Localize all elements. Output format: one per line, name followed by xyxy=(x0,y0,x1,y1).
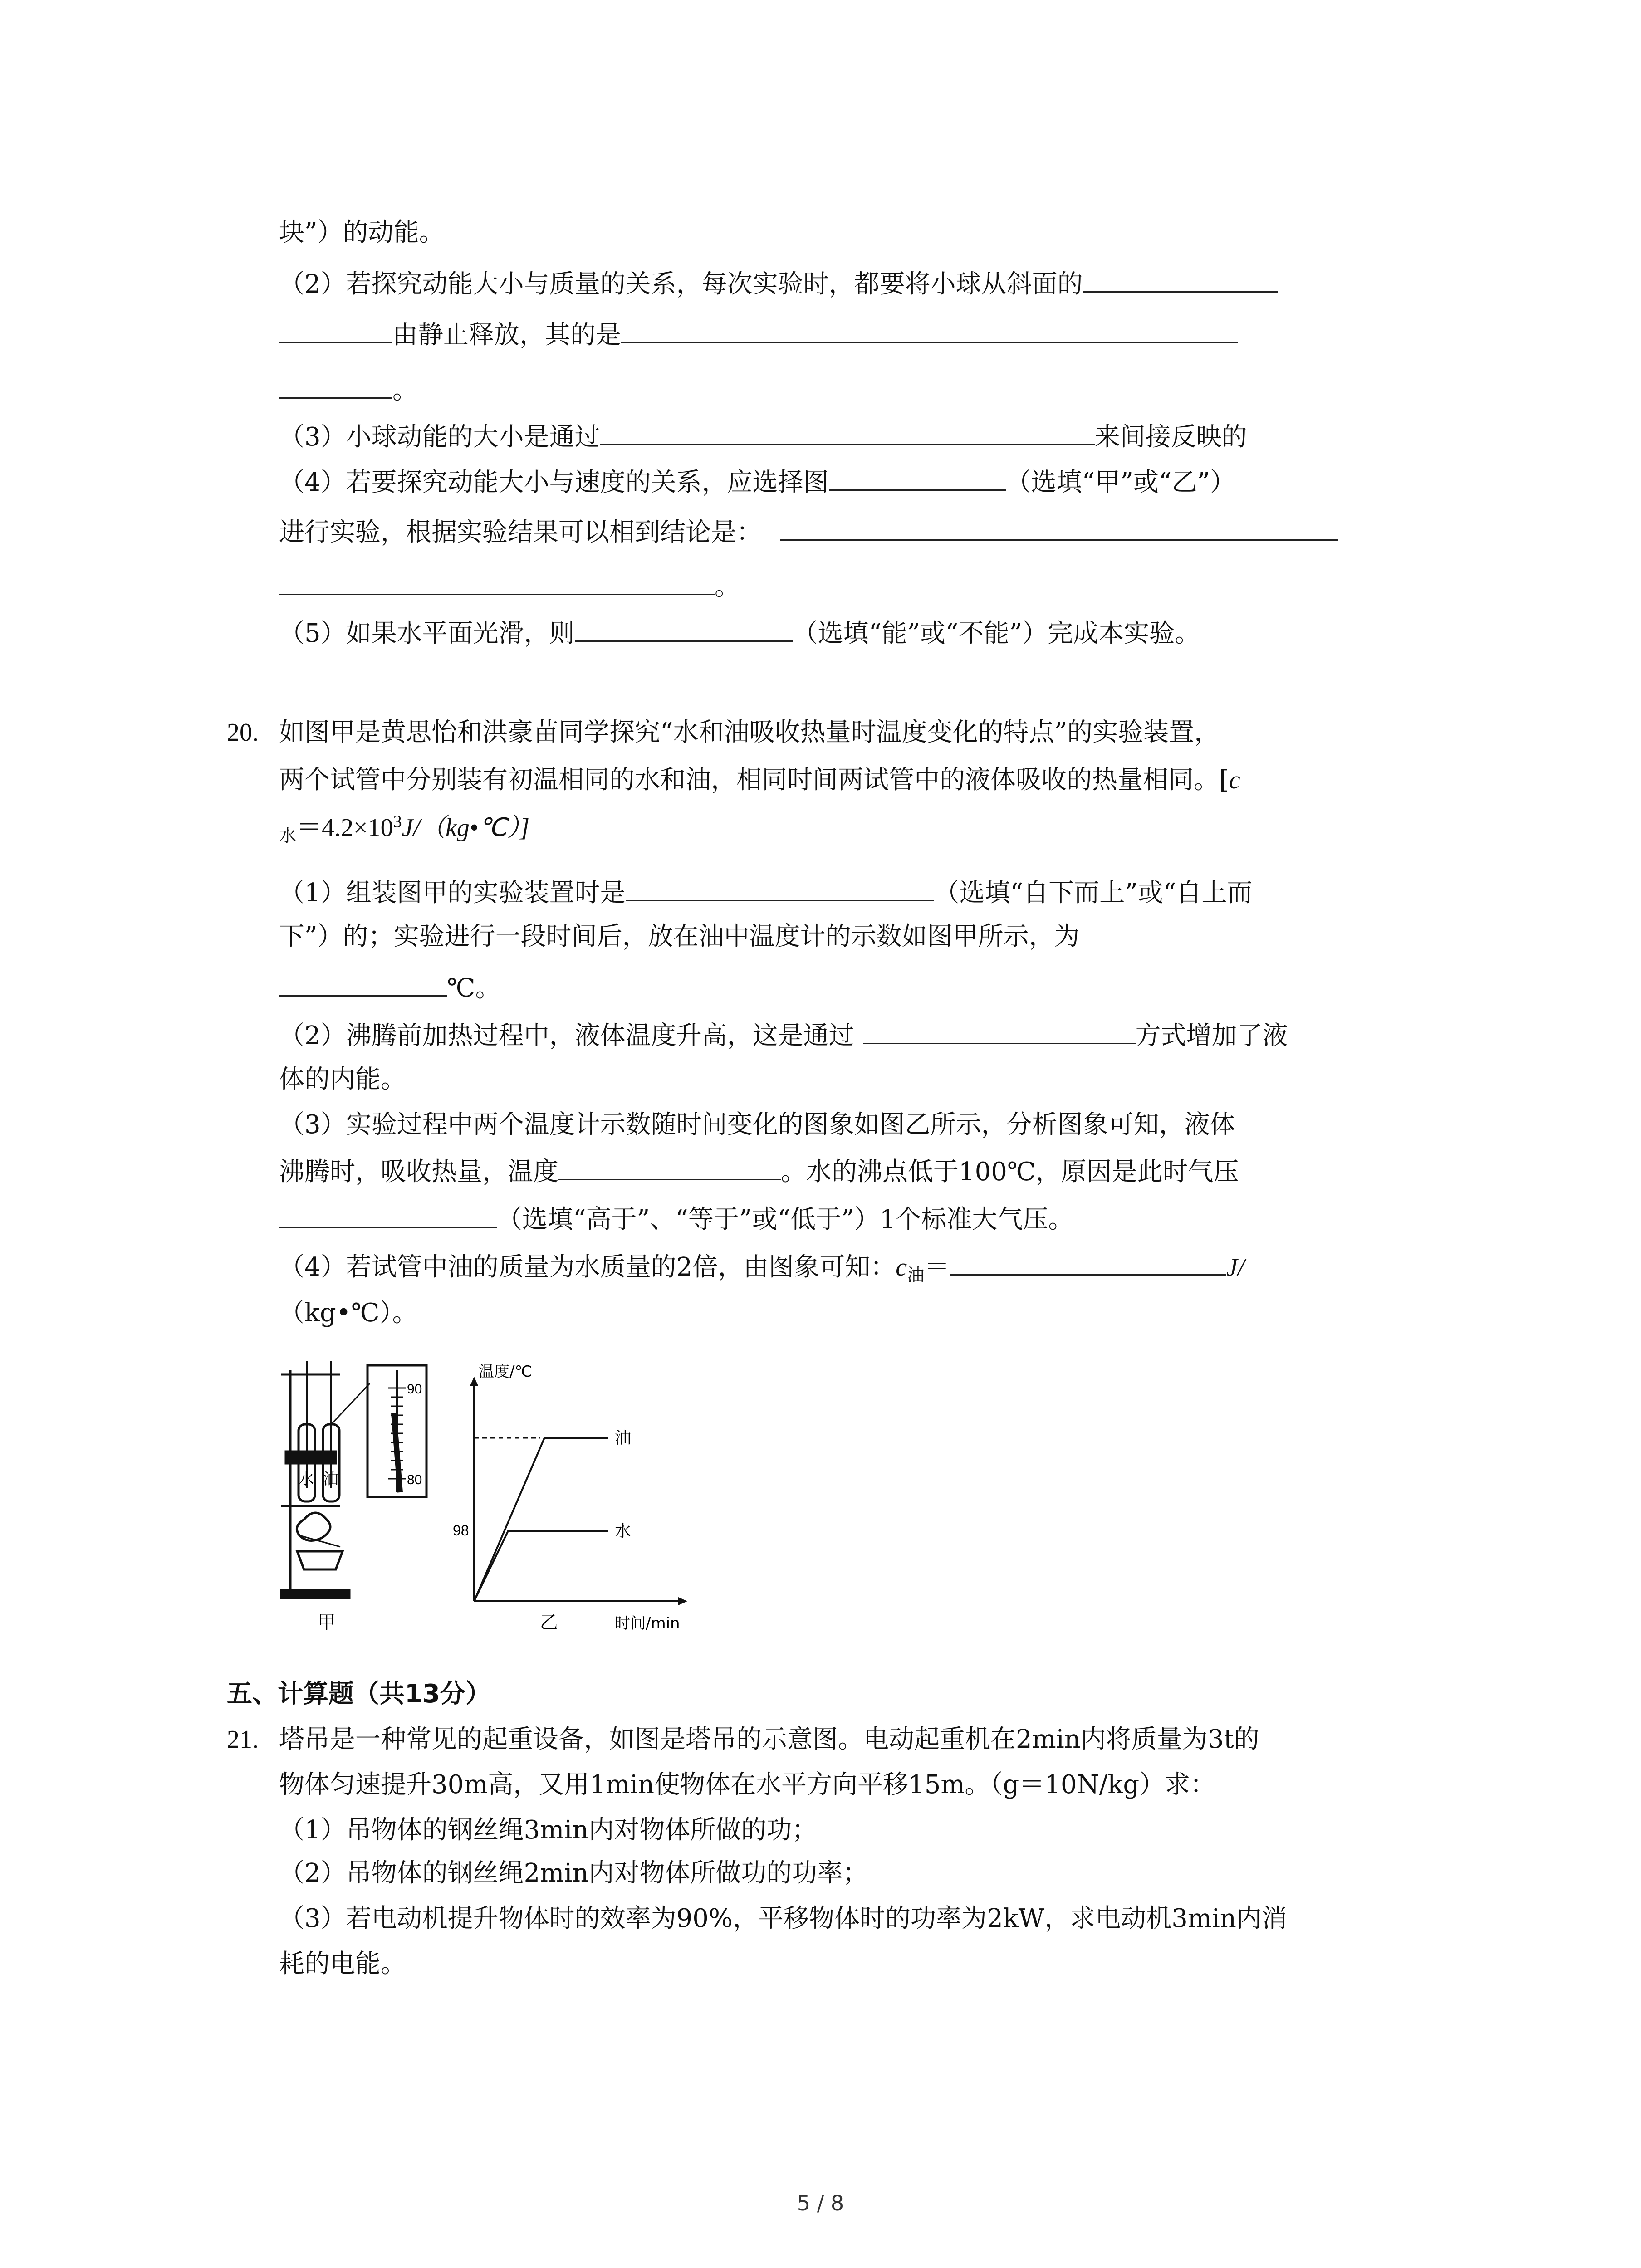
q20-water-subscript: 水 xyxy=(279,826,297,846)
q19-part4-line1 xyxy=(279,465,1235,499)
q20-figure xyxy=(272,1356,708,1637)
q20-part4-unit: J/ xyxy=(1226,1253,1245,1281)
q19-part5-text: （5）如果水平面光滑，则 xyxy=(279,619,575,648)
q20-part1-text: （1）组装图甲的实验装置时是 xyxy=(279,878,626,908)
q20-part3-line3 xyxy=(279,1202,1073,1236)
q19-part4-text-c: 进行实验，根据实验结果可以相到结论是： xyxy=(279,518,762,547)
q20-part4-eq: ＝ xyxy=(924,1252,950,1282)
q20-part1-blank-2[interactable] xyxy=(279,971,447,997)
q20-eq: ＝4.2×10 xyxy=(296,814,393,842)
q20-part3-blank-1[interactable] xyxy=(558,1154,781,1180)
q19-part4-line3 xyxy=(279,569,740,603)
q20-stem-text: 两个试管中分别装有初温相同的水和油，相同时间两试管中的液体吸收的热量相同。[ xyxy=(279,765,1229,795)
q19-part2-line2 xyxy=(279,318,1238,351)
q19-part4-line2 xyxy=(279,515,1338,548)
q19-part2-end: 。 xyxy=(392,376,418,405)
q20-part2-blank[interactable] xyxy=(863,1018,1136,1044)
q19-part3-text-b: 来间接反映的 xyxy=(1094,422,1247,452)
q20-part1-end: ℃。 xyxy=(447,973,501,1003)
water-line-label: 水 xyxy=(615,1522,632,1540)
q21-part3-line2: 耗的电能。 xyxy=(279,1949,406,1979)
q20-part1-text-b: （选填“自下而上”或“自上而 xyxy=(934,878,1253,908)
q19-part4-blank-1[interactable] xyxy=(829,465,1006,491)
q19-part4-text: （4）若要探究动能大小与速度的关系，应选择图 xyxy=(279,468,829,497)
q21-part1: （1）吊物体的钢丝绳3min内对物体所做的功； xyxy=(279,1815,818,1845)
q19-part5 xyxy=(279,616,1200,650)
oil-curve xyxy=(474,1438,608,1601)
q20-c-symbol: c xyxy=(1229,766,1240,794)
q19-part2-blank-4[interactable] xyxy=(279,373,392,399)
q20-c-oil-symbol: c xyxy=(896,1253,907,1281)
q21-number: 21. xyxy=(227,1725,259,1754)
q21-part2: （2）吊物体的钢丝绳2min内对物体所做功的功率； xyxy=(279,1858,868,1888)
q19-part2-line3 xyxy=(279,373,418,406)
section-5-title: 五、计算题（共13分） xyxy=(227,1679,491,1709)
y-axis-arrow xyxy=(470,1377,478,1386)
q20-part2-line1 xyxy=(279,1018,1288,1052)
q20-stem-line2 xyxy=(279,764,1240,796)
label-yi: 乙 xyxy=(540,1612,558,1633)
q19-part4-end: 。 xyxy=(715,572,740,601)
label-water-tube: 水 xyxy=(299,1470,314,1488)
q19-part2-blank-1[interactable] xyxy=(1083,267,1278,293)
q19-part5-blank[interactable] xyxy=(575,616,793,642)
label-jia: 甲 xyxy=(318,1612,336,1633)
q19-line-1: 块”）的动能。 xyxy=(279,218,445,247)
q20-part3-line1: （3）实验过程中两个温度计示数随时间变化的图象如图乙所示，分析图象可知，液体 xyxy=(279,1110,1235,1139)
q20-part4-text: （4）若试管中油的质量为水质量的2倍，由图象可知： xyxy=(279,1252,896,1282)
y-axis-label: 温度/℃ xyxy=(479,1363,532,1381)
q20-stem-line3 xyxy=(279,812,529,844)
figure-yi-graph xyxy=(453,1363,687,1633)
q20-part1-blank-1[interactable] xyxy=(626,875,934,901)
x-axis-arrow xyxy=(678,1597,687,1605)
q21-stem-line2: 物体匀速提升30m高，又用1min使物体在水平方向平移15m。（g＝10N/kg）求： xyxy=(279,1770,1216,1799)
x-axis-label: 时间/min xyxy=(615,1614,680,1633)
tick-98: 98 xyxy=(453,1522,469,1539)
q20-exponent: 3 xyxy=(393,812,402,831)
q20-unit: J/（kg•℃）] xyxy=(402,814,530,842)
q19-part3 xyxy=(279,420,1247,453)
q20-part3-text-d: （选填“高于”、“等于”或“低于”）1个标准大气压。 xyxy=(497,1205,1074,1234)
q20-part3-text-c: 。水的沸点低于100℃，原因是此时气压 xyxy=(781,1157,1239,1187)
q19-part2-line1 xyxy=(279,267,1278,300)
q20-part3-blank-2[interactable] xyxy=(279,1202,497,1228)
water-curve xyxy=(474,1531,608,1601)
q19-part4-blank-2[interactable] xyxy=(780,515,1338,541)
q21-stem-line1: 塔吊是一种常见的起重设备，如图是塔吊的示意图。电动起重机在2min内将质量为3t的 xyxy=(279,1725,1259,1754)
q21-part3-line1: （3）若电动机提升物体时的效率为90%，平移物体时的功率为2kW，求电动机3min内消 xyxy=(279,1904,1287,1933)
q20-part4-line2: （kg•℃）。 xyxy=(279,1298,418,1328)
oil-line-label: 油 xyxy=(615,1429,632,1447)
q20-part1-line3 xyxy=(279,971,501,1004)
q20-part1-line2: 下”）的；实验进行一段时间后，放在油中温度计的示数如图甲所示，为 xyxy=(279,922,1080,951)
q20-part3-line2 xyxy=(279,1154,1239,1188)
q20-part4-line1 xyxy=(279,1250,1245,1286)
q19-part3-text: （3）小球动能的大小是通过 xyxy=(279,422,600,452)
q19-part4-text-b: （选填“甲”或“乙”） xyxy=(1005,468,1236,497)
thermo-label-80: 80 xyxy=(407,1472,422,1487)
q20-part2-text-b: 方式增加了液 xyxy=(1135,1021,1288,1051)
q20-part3-text: 沸腾时，吸收热量，温度 xyxy=(279,1157,558,1187)
label-oil-tube: 油 xyxy=(323,1470,338,1488)
q19-part2-text: （2）若探究动能大小与质量的关系，每次实验时，都要将小球从斜面的 xyxy=(279,269,1083,299)
q19-part2-blank-2[interactable] xyxy=(279,318,392,343)
thermo-label-90: 90 xyxy=(407,1382,422,1397)
q20-stem-line1: 如图甲是黄思怡和洪豪苗同学探究“水和油吸收热量时温度变化的特点”的实验装置， xyxy=(279,718,1220,747)
q19-part5-text-b: （选填“能”或“不能”）完成本实验。 xyxy=(792,619,1200,648)
q20-part1-line1 xyxy=(279,875,1253,909)
q20-part4-blank[interactable] xyxy=(950,1250,1226,1276)
q19-part2-blank-3[interactable] xyxy=(621,318,1238,343)
q20-number: 20. xyxy=(227,719,259,747)
q20-oil-subscript: 油 xyxy=(907,1265,925,1286)
q20-part2-text: （2）沸腾前加热过程中，液体温度升高，这是通过 xyxy=(279,1021,854,1051)
q20-part2-line2: 体的内能。 xyxy=(279,1065,406,1094)
page-number: 5 / 8 xyxy=(797,2191,844,2215)
q19-part2-text-b: 由静止释放，其的是 xyxy=(392,320,621,350)
q19-part4-blank-3[interactable] xyxy=(279,569,715,595)
q19-part3-blank[interactable] xyxy=(600,420,1095,445)
